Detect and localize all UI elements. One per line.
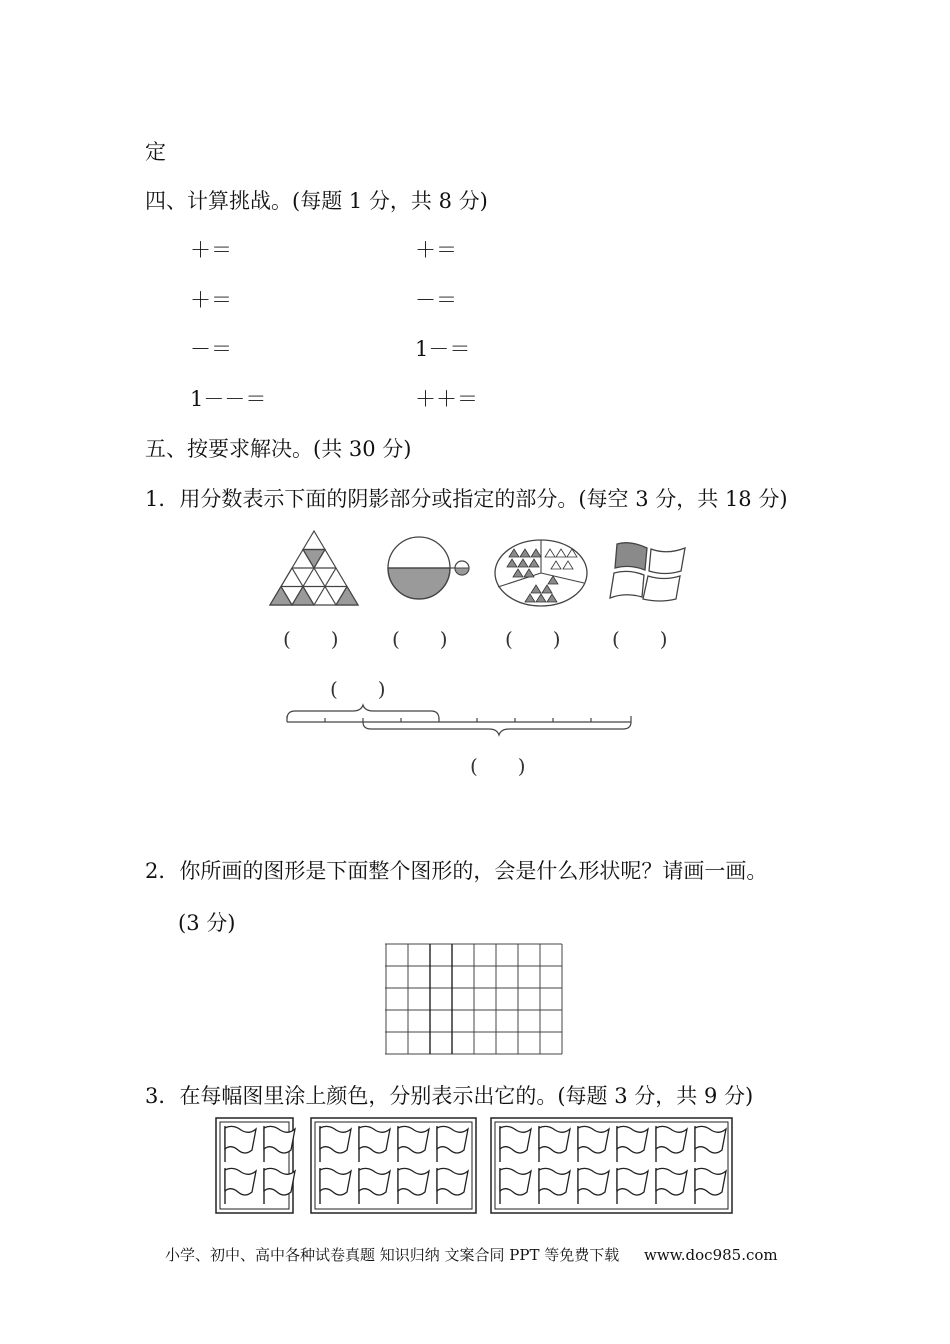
top-fragment: 定 [145, 140, 166, 164]
question-2: 2．你所画的图形是下面整个图形的，会是什么形状呢？请画一画。 [145, 859, 768, 883]
answer-blank-triangle[interactable]: ( ) [283, 627, 339, 651]
answer-blank-segment-top[interactable]: ( ) [330, 677, 386, 701]
window-logo-figure [605, 540, 691, 610]
calc-problem-6: －＝ [415, 288, 457, 312]
calc-problem-7: 1－＝ [415, 337, 471, 361]
flag-group-2[interactable] [310, 1117, 478, 1215]
ellipse-triangles-figure [493, 539, 593, 609]
triangle-figure [269, 530, 359, 606]
question-3: 3．在每幅图里涂上颜色，分别表示出它的。(每题 3 分，共 9 分) [145, 1084, 754, 1108]
answer-blank-window[interactable]: ( ) [612, 627, 668, 651]
half-circle-figure [385, 535, 475, 605]
section4-title: 四、计算挑战。(每题 1 分，共 8 分) [145, 189, 488, 213]
drawing-grid[interactable] [385, 943, 565, 1057]
calc-problem-1: ＋＝ [190, 238, 232, 262]
answer-blank-ellipse[interactable]: ( ) [505, 627, 561, 651]
footer-text: 小学、初中、高中各种试卷真题 知识归纳 文案合同 PPT 等免费下载 [165, 1246, 620, 1264]
footer-url[interactable]: www.doc985.com [644, 1246, 778, 1264]
calc-problem-3: －＝ [190, 337, 232, 361]
calc-problem-4: 1－－＝ [190, 387, 267, 411]
question-1: 1．用分数表示下面的阴影部分或指定的部分。(每空 3 分，共 18 分) [145, 487, 788, 511]
calc-problem-2: ＋＝ [190, 288, 232, 312]
question-2-score: (3 分) [178, 911, 236, 935]
footer [165, 1244, 784, 1265]
calc-problem-8: ＋＋＝ [415, 387, 478, 411]
answer-blank-circle[interactable]: ( ) [392, 627, 448, 651]
section5-title: 五、按要求解决。(共 30 分) [145, 437, 412, 461]
answer-blank-segment-bottom[interactable]: ( ) [470, 754, 526, 778]
calc-problem-5: ＋＝ [415, 238, 457, 262]
flag-group-1[interactable] [215, 1117, 295, 1215]
flag-group-3[interactable] [490, 1117, 734, 1215]
number-line-figure [283, 705, 643, 745]
